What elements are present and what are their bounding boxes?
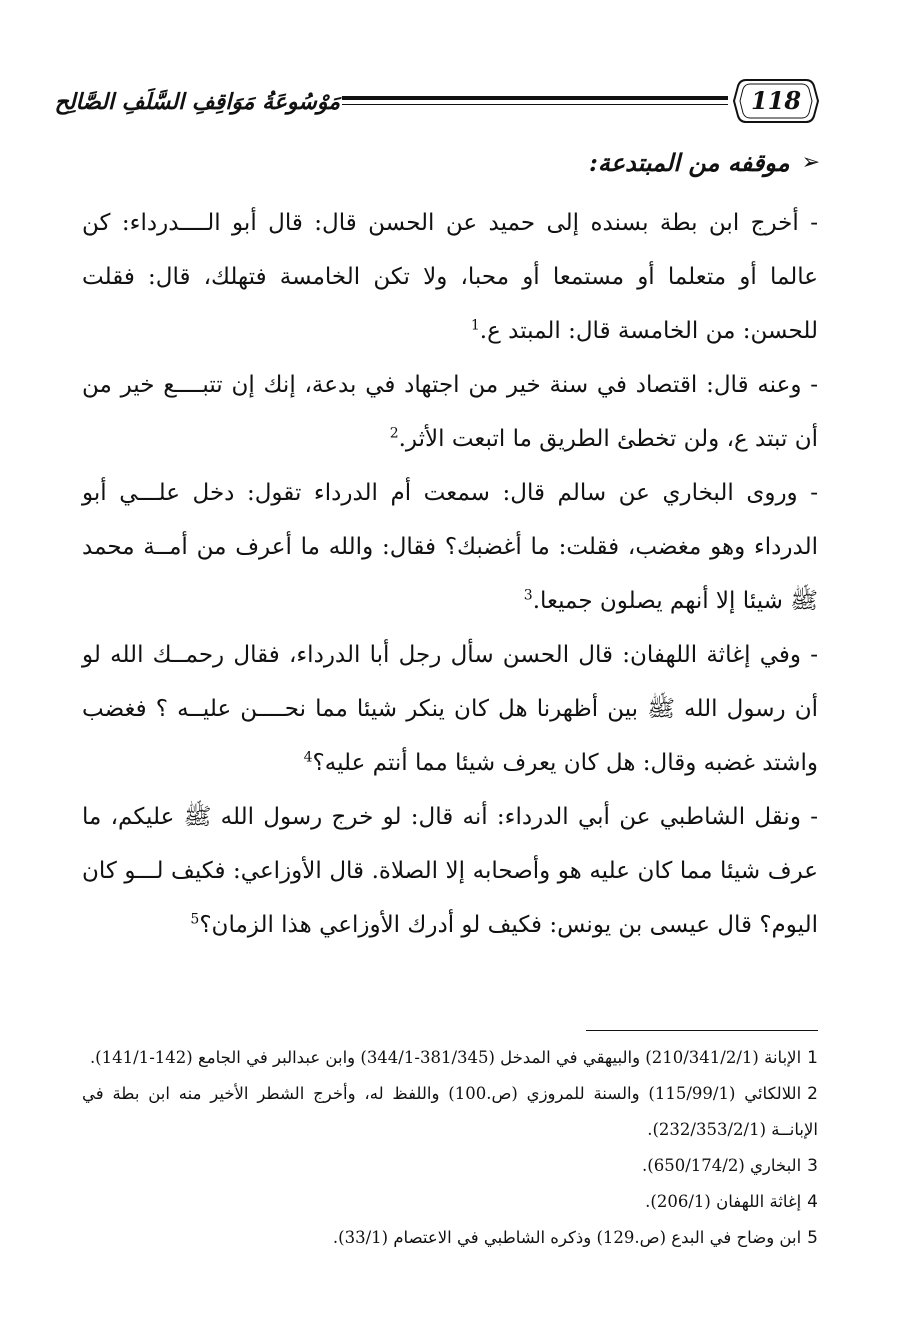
body-text — [82, 196, 818, 952]
book-title: مَوْسُوعَةُ مَوَاقِفِ السَّلَفِ الصَّالِح — [54, 89, 340, 115]
paragraph: - أخرج ابن بطة بسنده إلى حميد عن الحسن قال: قال أبو الــــدرداء: كن عالما أو متعلما أو مستمعا أو محبا، ولا تكن الخامسة فتهلك، قال: فقلت للحسن: من الخامسة قال: المبتد ع.$^1$ — [82, 210, 818, 344]
footnote: 4إغاثة اللهفان (206/1). — [645, 1192, 818, 1212]
page-number-frame — [732, 76, 820, 126]
footnote-ref: 4 — [303, 749, 313, 766]
page-header — [54, 70, 820, 134]
footnotes — [82, 1040, 818, 1256]
footnote-ref: 1 — [470, 317, 480, 334]
footnote-ref: 5 — [190, 911, 200, 928]
arrow-left-icon: ➢ — [801, 150, 820, 175]
footnote: 3البخاري (650/174/2). — [642, 1156, 818, 1176]
section-heading — [589, 143, 820, 183]
page-number: 118 — [750, 86, 802, 115]
footnote-separator — [586, 1030, 818, 1031]
paragraph: - وروى البخاري عن سالم قال: سمعت أم الدرداء تقول: دخل علـــي أبو الدرداء وهو مغضب، فقلت: ما أغضبك؟ فقال: والله ما أعرف من أمــة محمد ﷺ شيئا إلا أنهم يصلون جميعا.$^3$ — [82, 480, 818, 614]
header-rule — [342, 96, 728, 108]
footnote: 1الإبانة (210/341/2/1) والبيهقي في المدخل (381/345-344/1) وابن عبدالبر في الجامع (142-141/1). — [89, 1048, 818, 1068]
paragraph: - وعنه قال: اقتصاد في سنة خير من اجتهاد في بدعة، إنك إن تتبــــع خير من أن تبتد ع، ولن تخطئ الطريق ما اتبعت الأثر.$^2$ — [82, 372, 818, 452]
section-heading-text: موقفه من المبتدعة: — [589, 148, 790, 177]
paragraph: - وفي إغاثة اللهفان: قال الحسن سأل رجل أبا الدرداء، فقال رحمــك الله لو أن رسول الله ﷺ بين أظهرنا هل كان ينكر شيئا مما نحــــن عليــه ؟ فغضب واشتد غضبه وقال: هل كان يعرف شيئا مما أنتم عليه؟$^4$ — [82, 642, 818, 776]
footnote-ref: 2 — [389, 425, 399, 442]
paragraph: - ونقل الشاطبي عن أبي الدرداء: أنه قال: لو خرج رسول الله ﷺ عليكم، ما عرف شيئا مما كان عليه هو وأصحابه إلا الصلاة. قال الأوزاعي: فكيف لـــو كان اليوم؟ قال عيسى بن يونس: فكيف لو أدرك الأوزاعي هذا الزمان؟$^5$ — [82, 804, 818, 938]
footnote: 5ابن وضاح في البدع (ص.129) وذكره الشاطبي في الاعتصام (33/1). — [332, 1228, 818, 1248]
footnote-ref: 3 — [523, 587, 533, 604]
footnote: 2اللالكائي (115/99/1) والسنة للمروزي (ص.100) واللفظ له، وأخرج الشطر الأخير منه ابن بطة في الإبانــة (232/353/2/1). — [82, 1084, 818, 1139]
